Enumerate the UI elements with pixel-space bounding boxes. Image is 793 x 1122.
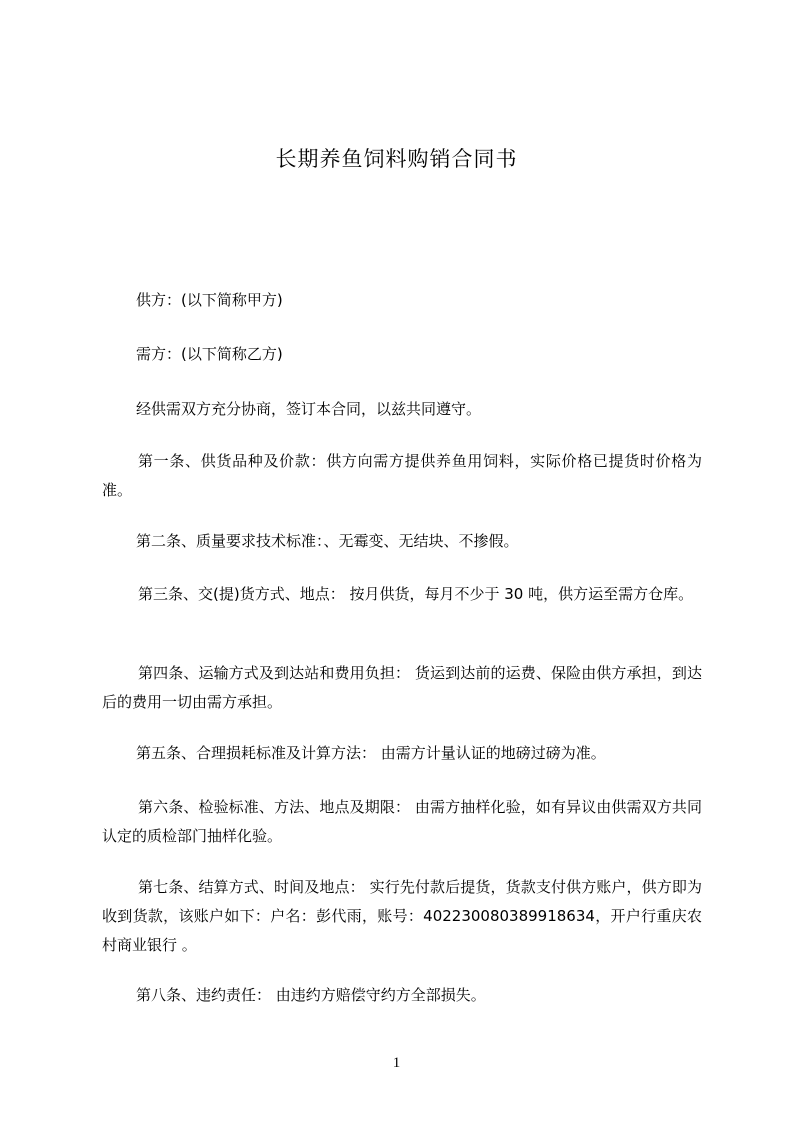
paragraph-buyer: 需方：(以下简称乙方) [136,345,283,363]
document-title: 长期养鱼饲料购销合同书 [275,147,518,171]
paragraph-article-3: 第三条、交(提)货方式、地点： 按月供货，每月不少于 30 吨，供方运至需方仓库。 [138,585,694,603]
paragraph-article-6: 第六条、检验标准、方法、地点及期限： 由需方抽样化验，如有异议由供需双方共同认定的质检部门抽样化验。 [102,798,702,845]
paragraph-article-4: 第四条、运输方式及到达站和费用负担： 货运到达前的运费、保险由供方承担，到达后的费用一切由需方承担。 [102,664,702,711]
paragraph-article-2: 第二条、质量要求技术标准：、无霉变、无结块、不掺假。 [136,532,519,550]
paragraph-article-5: 第五条、合理损耗标准及计算方法： 由需方计量认证的地磅过磅为准。 [136,744,606,762]
paragraph-supplier: 供方：(以下简称甲方) [136,291,283,309]
paragraph-article-1: 第一条、供货品种及价款：供方向需方提供养鱼用饲料，实际价格已提货时价格为准。 [102,452,702,499]
page-number: 1 [392,1055,401,1071]
paragraph-article-7: 第七条、结算方式、时间及地点： 实行先付款后提货，货款支付供方账户，供方即为收到货款，该账户如下：户名：彭代雨，账号：402230080389918634，开户行重庆农村商业银行 。 [102,878,702,954]
paragraph-intro: 经供需双方充分协商，签订本合同，以兹共同遵守。 [136,400,482,418]
paragraph-article-8: 第八条、违约责任： 由违约方赔偿守约方全部损失。 [136,986,486,1004]
